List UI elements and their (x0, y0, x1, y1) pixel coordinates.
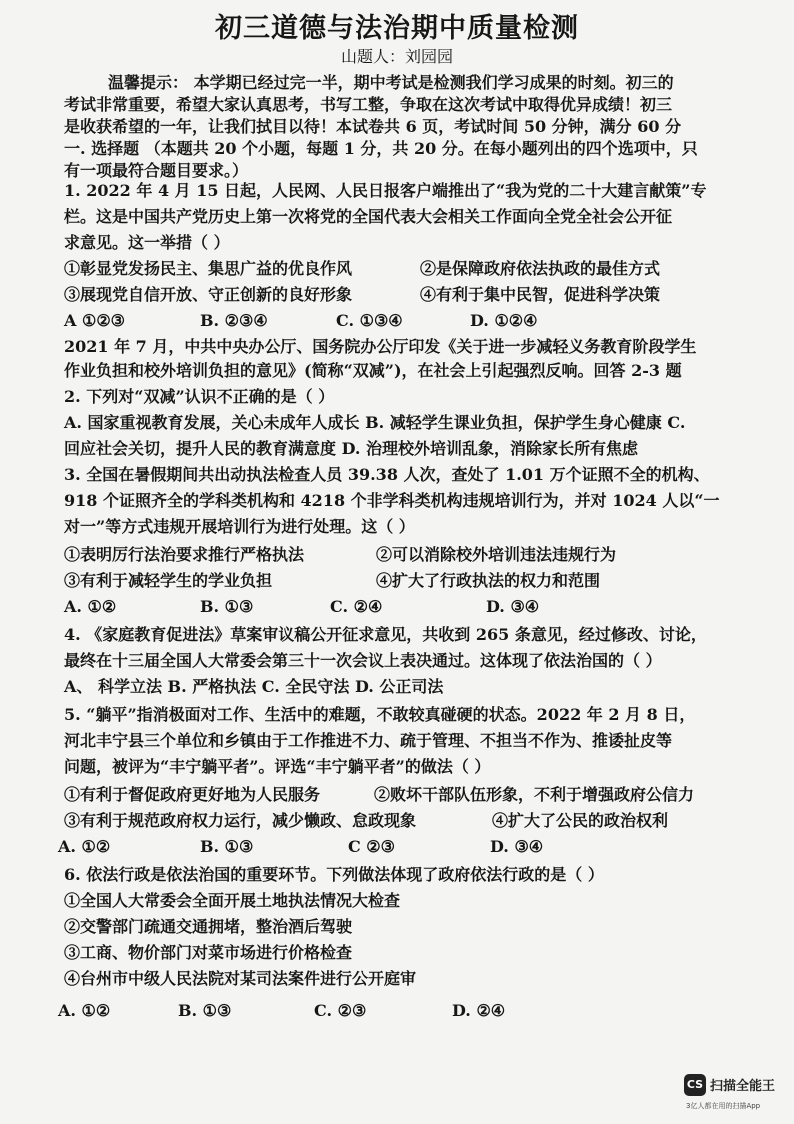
question-stem: 问题，被评为“丰宁躺平者”。评选“丰宁躺平者”的做法（ ） (64, 757, 491, 776)
question-stem: 栏。这是中国共产党历史上第一次将党的全国代表大会相关工作面向全党全社会公开征 (64, 207, 673, 226)
watermark-name: 扫描全能王 (710, 1079, 776, 1094)
statement-option: ②交警部门疏通交通拥堵，整治酒后驾驶 (64, 917, 353, 936)
answer-choice: B. ②③④ (200, 311, 268, 330)
answer-choice: A、 科学立法 B. 严格执法 C. 全民守法 D. 公正司法 (64, 677, 444, 696)
statement-option: ②可以消除校外培训违法违规行为 (376, 545, 617, 564)
answer-choice: B. ①③ (178, 1001, 232, 1020)
statement-option: ④扩大了公民的政治权利 (492, 811, 669, 830)
question-stem: 5. “躺平”指消极面对工作、生活中的难题，不敢较真碰硬的状态。2022 年 2 月 8 日， (64, 705, 696, 724)
statement-option: ④有利于集中民智，促进科学决策 (420, 285, 661, 304)
statement-option: ③有利于减轻学生的学业负担 (64, 571, 273, 590)
question-stem: 对一”等方式违规开展培训行为进行处理。这（ ） (64, 517, 415, 536)
question-stem: 1. 2022 年 4 月 15 日起，人民网、人民日报客户端推出了“我为党的二十大建言献策”专 (64, 181, 707, 200)
material-text: 作业负担和校外培训负担的意见》(简称“双减”)，在社会上引起强烈反响。回答 2-3 题 (64, 361, 682, 380)
question-stem: 2. 下列对“双减”认识不正确的是（ ） (64, 387, 335, 406)
statement-option: ④扩大了行政执法的权力和范围 (376, 571, 601, 590)
answer-choice: 回应社会关切，提升人民的教育满意度 D. 治理校外培训乱象，消除家长所有焦虑 (64, 439, 639, 458)
question-stem: 918 个证照齐全的学科类机构和 4218 个非学科类机构违规培训行为，并对 1024 人以“一 (64, 491, 720, 510)
exam-title: 初三道德与法治期中质量检测 (215, 13, 579, 44)
question-stem: 河北丰宁县三个单位和乡镇由于工作推进不力、疏于管理、不担当不作为、推诿扯皮等 (64, 731, 673, 750)
answer-choice: B. ①③ (200, 837, 254, 856)
answer-choice: A ①②③ (64, 311, 126, 330)
material-text: 2021 年 7 月，中共中央办公厅、国务院办公厅印发《关于进一步减轻义务教育阶段学生 (64, 337, 697, 356)
question-stem: 4. 《家庭教育促进法》草案审议稿公开征求意见，共收到 265 条意见，经过修改、讨论， (64, 625, 707, 644)
intro-line: 温馨提示： 本学期已经过完一半，期中考试是检测我们学习成果的时刻。初三的 (108, 73, 674, 92)
statement-option: ①有利于督促政府更好地为人民服务 (64, 785, 321, 804)
answer-choice: D. ③④ (490, 837, 544, 856)
answer-choice: D. ②④ (452, 1001, 506, 1020)
question-stem: 6. 依法行政是依法治国的重要环节。下列做法体现了政府依法行政的是（ ） (64, 865, 604, 884)
answer-choice: B. ①③ (200, 597, 254, 616)
question-stem: 3. 全国在暑假期间共出动执法检查人员 39.38 人次，查处了 1.01 万个证照不全的机构、 (64, 465, 710, 484)
answer-choice: C. ①③④ (336, 311, 403, 330)
statement-option: ③工商、物价部门对菜市场进行价格检查 (64, 943, 353, 962)
answer-choice: D. ①②④ (470, 311, 538, 330)
statement-option: ③展现党自信开放、守正创新的良好形象 (64, 285, 353, 304)
statement-option: ③有利于规范政府权力运行，减少懒政、怠政现象 (64, 811, 417, 830)
statement-option: ①全国人大常委会全面开展土地执法情况大检查 (64, 891, 401, 910)
statement-option: ④台州市中级人民法院对某司法案件进行公开庭审 (64, 969, 417, 988)
answer-choice: C. ②③ (314, 1001, 367, 1020)
statement-option: ②是保障政府依法执政的最佳方式 (420, 259, 661, 278)
statement-option: ①彰显党发扬民主、集思广益的优良作风 (64, 259, 353, 278)
answer-choice: A. ①② (58, 837, 111, 856)
answer-choice: A. ①② (64, 597, 117, 616)
intro-line: 考试非常重要，希望大家认真思考，书写工整，争取在这次考试中取得优异成绩！初三 (64, 95, 673, 114)
answer-choice: A. ①② (58, 1001, 111, 1020)
exam-author: 山题人：刘园园 (340, 47, 453, 66)
statement-option: ①表明厉行法治要求推行严格执法 (64, 545, 305, 564)
section-heading: 一. 选择题 （本题共 20 个小题，每题 1 分，共 20 分。在每小题列出的四个选项中，只 (64, 139, 698, 158)
question-stem: 求意见。这一举措（ ） (64, 233, 230, 252)
section-heading: 有一项最符合题目要求。） (64, 161, 249, 180)
watermark-slogan: 3亿人都在用的扫描App (686, 1102, 761, 1110)
answer-choice: C ②③ (348, 837, 395, 856)
question-stem: 最终在十三届全国人大常委会第三十一次会议上表决通过。这体现了依法治国的（ ） (64, 651, 662, 670)
answer-choice: D. ③④ (486, 597, 540, 616)
answer-choice: C. ②④ (330, 597, 383, 616)
camscanner-logo-icon: CS (684, 1074, 706, 1096)
statement-option: ②败坏干部队伍形象，不利于增强政府公信力 (374, 785, 695, 804)
answer-choice: A. 国家重视教育发展，关心未成年人成长 B. 减轻学生课业负担，保护学生身心健康 C. (64, 413, 686, 432)
intro-line: 是收获希望的一年，让我们拭目以待！本试卷共 6 页，考试时间 50 分钟，满分 60 分 (64, 117, 682, 136)
